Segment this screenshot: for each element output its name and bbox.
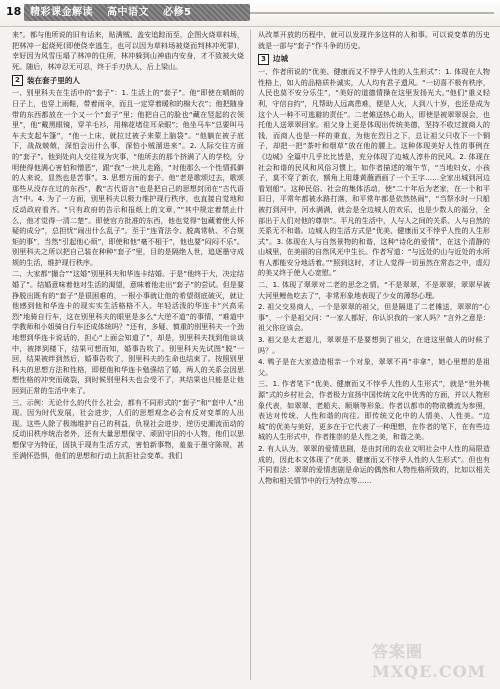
- page-header: [0, 0, 500, 27]
- answer-paragraph: 三、示例：无论什么的代什么社会，都有不同形式的“套子”和“套中人”出现。因为时代发展，社会进步，人们的思想观念必会有反对变革的人出现。这些人除了极端维护自己的利益，仇视社会进步，逆历史潮流而动的反动旧秩序统治者外，还有大量思想保守、顽固守旧的小人物，他们以思想保守为特征，固执于现有生活方式，害怕新事物，羞羞于墨守陈规，甚至满怀恐惧，他们的思想和行动上抗拒社会变革。我们: [12, 397, 244, 460]
- answer-paragraph: 三、1. 作者笔下“优美、健康而又不悖乎人性的人生形式”，就是“世外桃源”式的乡村社会，作者极力宣扬中国传统文化中优秀的方面，并以人物形象代表，如翠翠、老船夫、顺顺等形象。作者以都市的物欲横流为参照，表达对传统、人性和谐的向往。即传统文化中的人情美、人性美。“边城”的优美与美好，更多在于它代表了一种理想，在作者的笔下，在有些边城的人生形式中，作者推崇的是人性之美，和谐之美。: [258, 379, 490, 442]
- answer-paragraph: 2. 有人认为，翠翠的爱情悲剧，是由封闭的农业文明社会中人性的局限造成的，因此本文体现了“优美、健康而又不悖乎人性的人生形式”。但也有不同看法：翠翠的爱情悲剧是命运的偶然和人物性格所致的，比如以相关人物和相关情节中的行为特点等……: [258, 443, 490, 485]
- subject-title: 高中语文: [106, 7, 149, 18]
- section-title: 装在套子里的人: [26, 75, 81, 85]
- section-badge: 3: [258, 54, 269, 65]
- answer-paragraph: 一、作者所说的“优美、健康而又不悖乎人性的人生形式”：1. 体现在人物性格上，如人的品格质朴诚实，人人均有君子遗风。“一切喜不极有秩序，人民也莫不安分乐生”，“美好的道德情操在这里发扬光大。”他们“重义轻利，守信自约”，凡帮助人远离患难，便是人火，人到八十岁，也还是成为这个人一种不可逃避的责任”。二老傩送热心助人，即使是被翠翠误会，也托他人送翠翠回家。祖父身上更是体现出传统美德，坚持不收过渡商人的钱，而商人也是一样的秉直，为他在烈日之下，总让祖父只收下一个铜子，却把一把“茶叶和烟草”放在他的腰上。这种体现美好人性的事例在《边城》全篇中几乎比比皆是，充分体现了边城人淳朴的民风。2. 体现在社会和谐的民风和风俗习惯上，如作者描述的端午节，“当地妇女、小孩子，莫不穿了新衣，额角上用雄黄蘸酒画了一个王字……全家出城到河边看划船”。这种民俗、社会的集体活动，使“二十年后为老家，在一个和平旧日，平常年都被水路打落，和平常年都是依然热闹”，“当祭水时一只船被打到河中，河水满满，就会是全边城人的欢乐，也是少数人的福分，全部出于人们对他的尊崇”。平凡的生活中，人与人之间的关系、人与自然的关系无不和谐。边城人的生活方式是“优美、健康而又不悖乎人性的人生形式”。3. 体现在人与自然景物的和谐，这种“诗化的爱情”，在这个清静的山城里，在美丽的自然风光中生长。作者写道：“与远处的山与近处的水所有人都能安分地活着。”“照到这时，才让人觉得一切虽然在常态之中，虚幻的美又终于使人心宽慰。”: [258, 67, 490, 278]
- section-badge: 2: [12, 75, 23, 86]
- answer-paragraph: 二、大家都“撮合”“这婚”别里科夫和华连卡结婚。于是“他终于大，决定结婚了”。结婚意味着他对生活的渴望，意味着他走出“套子”的尝试。但是要挣脱出既有的“套子”是很困难的，一根小事就让他的希望彻底破灭，就让他感到他和华连卡的现实实生活格格不入。年轻活泼的华连卡“兴高采烈”地骑自行车，这在别里科夫的眼里是多么“大逆不道”的事情，“难道中学教师和小姐骑自行车还成体统吗？”还有，多疑、慎重的别里科夫一个劲地想到华连卡说话的，担心“上面会知道了”，却是，别里科夫找到他谈谈中，被摔到楼下，结果可想而知，婚事告吹了。别里科夫先试图“脱”一回，结果被绊到然后，婚事告吹了，别里科夫的生命也结束了。按照别里科夫的思想方法和性格，即便他和华连卡勉强结了婚，两人的关系会因思想性格的冲突而破裂，到时候别里科夫也会受不了，其结果也只能是让他回到正常的生活中来了。: [12, 269, 244, 395]
- answer-paragraph: 4. 鸭子是在大家造造相亲一个对象，翠翠不再“非拿”，她心里想的是祖父。: [258, 357, 490, 377]
- watermark-logo: [372, 642, 492, 683]
- column-divider: [250, 30, 251, 680]
- answer-paragraph: 一、别里科夫在生活中的“套子”：1. 生活上的“套子”。他“即使在晴朗的日子上，也穿上雨鞋，带着雨伞，而且一定穿着暖和的棉大衣”；他把随身带的东西都放在一个又一个“套子”里；他把自己的脸也“藏在竖起的衣领里”，他“戴黑眼镜，穿羊毛衫，用棉花堵住耳朵眼”；他坐马车“总要叫马车夫支起车篷”，“他一上床，就拉过被子来蒙上脑袋”。“他躺在被子底下，战战兢兢，深怕会出什么事，深怕小贼溜进来”。2. 人际交往方面的“套子”。他到处向人交往视为灾事，“他所去的那个挤满了人的学校，分明使得他满心害怕和憎恶”，跟“我”一块儿走路，“对他那么一个性情孤僻的人来说，显然也是苦事”。3. 思想方面的套子。他“老是歌颂过去，歌颂那些从没存在过的东西”，教“古代语言”也是把自己的思想封闭在“古代语言”中。4. 为了一方面，别里科夫以极力维护现行秩序，也直接自觉地和反动政府看齐。“只有政府的告示和报纸上的文章，”“其中规定着禁止什么，他才觉得一清二楚”。即使官方批准的东西，他也觉得“包藏着使人怀疑的成分”，总担忧“闹出什么乱子”。至于“连背法令、脱离常轨、不合规矩的事”，当然“引起他心烦”，即使和他“毫不相干”，他也要“闷闷不乐”。别里科夫之所以把自己装在种种“套子”里，目的是隔绝人世，追逐墨守成规的生活，维护现行秩序。: [12, 88, 244, 267]
- header-title-strip: [24, 4, 250, 21]
- right-intro-paragraph: 从改革开放的历程中，就可以发现许多这样的人和事。可以说变革的历史就是一部与“套子”作斗争的历史。: [258, 30, 490, 50]
- left-column: [12, 30, 244, 680]
- right-column: [258, 30, 490, 680]
- volume-title: 必修5: [162, 7, 192, 18]
- left-intro-paragraph: 来”。都与他所说的旧有话来，贴满贼、盖安追踪而至，企图火烧草料场，把林冲一起烧死(即使侥幸逃生，也可以因为草料场被烧而判林冲死罪)，幸好因为风雪压塌了林冲的住所，林冲躲到山神庙内安身，才不致被火烧死。随后，林冲忍无可忍，终于手刃仇人，后上梁山。: [12, 30, 244, 71]
- section-heading: [12, 75, 244, 86]
- answer-paragraph: 3. 祖父是太老退儿，翠翠是不是要想到了祖父，在进这里做人的时候了吗？。: [258, 335, 490, 355]
- section-title: 边城: [272, 54, 289, 64]
- answer-paragraph: 2. 祖父交易商人，一个是翠翠的祖父，但是隔退了二老傩送，翠翠的“心事”，一个是祖父问：“一家人都好，你认识我的一家人吗？”言外之意是：祖父你应该会。: [258, 302, 490, 333]
- series-title: 精彩课金解读: [30, 7, 93, 18]
- watermark-text: 答案圈 MXQE.COM: [372, 642, 487, 681]
- answer-paragraph: 二、1. 体现了翠翠对二老的思念之情。“不是翠翠，不是翠翠，翠翠早被大河里鲤鱼吃去了”，非常形象地表现了少女的薄怒心理。: [258, 280, 490, 300]
- page-number: 18: [6, 5, 22, 18]
- section-heading: [258, 54, 490, 65]
- header-rule: [250, 12, 494, 14]
